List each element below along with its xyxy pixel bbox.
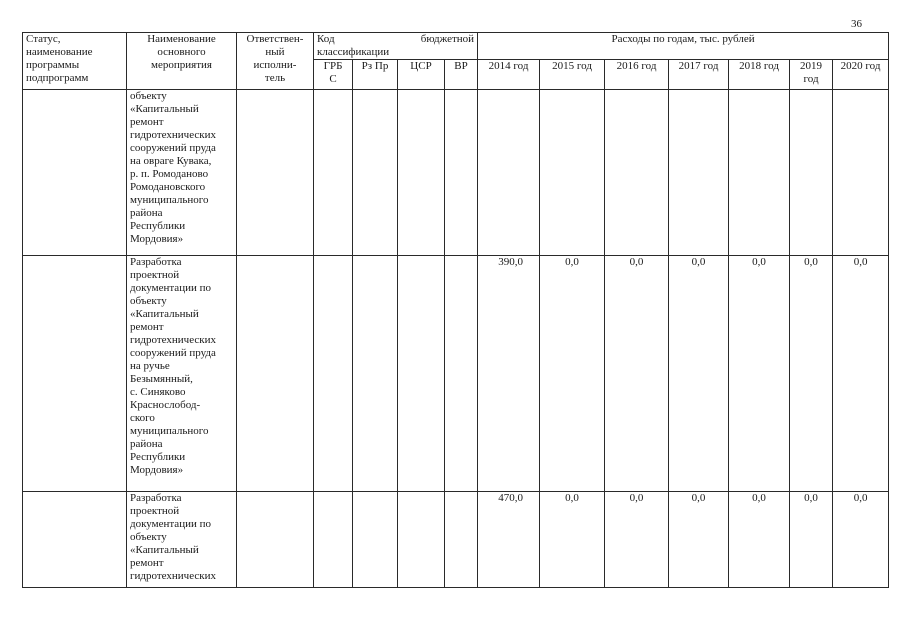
header-year-2017: 2017 год: [669, 60, 729, 90]
activity-name-cell: Разработка проектной документации по объекту «Капитальный ремонт гидротехнических: [127, 492, 237, 588]
header-year-2018: 2018 год: [729, 60, 790, 90]
value-2019: [790, 90, 833, 256]
header-budget-code: [314, 33, 478, 60]
vr-cell: [445, 90, 478, 256]
csr-cell: [398, 492, 445, 588]
value-2014: 470,0: [478, 492, 540, 588]
header-code-left: Код: [317, 33, 335, 45]
vr-cell: [445, 256, 478, 492]
value-2020: 0,0: [833, 256, 889, 492]
value-2020: [833, 90, 889, 256]
vr-cell: [445, 492, 478, 588]
status-cell: [23, 256, 127, 492]
header-year-2019: 2019 год: [790, 60, 833, 90]
value-2018: 0,0: [729, 256, 790, 492]
value-2017: 0,0: [669, 256, 729, 492]
activity-name-cell: Разработка проектной документации по объекту «Капитальный ремонт гидротехнических сооружений пруда на ручье Безымянный, с. Синяково Краснослобод- ского муниципального района Республики Мордовия»: [127, 256, 237, 492]
header-name: Наименование основного мероприятия: [127, 33, 237, 90]
activity-name-cell: объекту «Капитальный ремонт гидротехнических сооружений пруда на овраге Кувака, р. п. Ромоданово Ромодановского муниципального района Республики Мордовия»: [127, 90, 237, 256]
budget-table: [22, 32, 889, 588]
header-year-2015: 2015 год: [540, 60, 605, 90]
rzpr-cell: [353, 492, 398, 588]
header-executor: Ответствен- ный исполни- тель: [237, 33, 314, 90]
header-year-2020: 2020 год: [833, 60, 889, 90]
status-cell: [23, 492, 127, 588]
value-2019: 0,0: [790, 256, 833, 492]
value-2020: 0,0: [833, 492, 889, 588]
executor-cell: [237, 256, 314, 492]
value-2016: [605, 90, 669, 256]
header-csr: ЦСР: [398, 60, 445, 90]
value-2017: 0,0: [669, 492, 729, 588]
value-2015: [540, 90, 605, 256]
value-2015: 0,0: [540, 492, 605, 588]
grbs-cell: [314, 256, 353, 492]
table-row: [23, 256, 889, 492]
rzpr-cell: [353, 256, 398, 492]
rzpr-cell: [353, 90, 398, 256]
table-row: [23, 90, 889, 256]
grbs-cell: [314, 90, 353, 256]
value-2014: 390,0: [478, 256, 540, 492]
csr-cell: [398, 256, 445, 492]
header-vr: ВР: [445, 60, 478, 90]
header-year-2014: 2014 год: [478, 60, 540, 90]
header-expenses: Расходы по годам, тыс. рублей: [478, 33, 889, 60]
header-status: Статус, наименование программы подпрограмм: [23, 33, 127, 90]
page-number: 36: [851, 18, 862, 30]
header-code-line2: классификации: [317, 46, 390, 58]
value-2016: 0,0: [605, 492, 669, 588]
status-cell: [23, 90, 127, 256]
executor-cell: [237, 492, 314, 588]
value-2019: 0,0: [790, 492, 833, 588]
header-rzpr: Рз Пр: [353, 60, 398, 90]
executor-cell: [237, 90, 314, 256]
value-2016: 0,0: [605, 256, 669, 492]
value-2018: 0,0: [729, 492, 790, 588]
header-year-2016: 2016 год: [605, 60, 669, 90]
value-2014: [478, 90, 540, 256]
csr-cell: [398, 90, 445, 256]
grbs-cell: [314, 492, 353, 588]
value-2018: [729, 90, 790, 256]
value-2015: 0,0: [540, 256, 605, 492]
value-2017: [669, 90, 729, 256]
header-grbs: ГРБ С: [314, 60, 353, 90]
table-row: [23, 492, 889, 588]
header-code-right: бюджетной: [420, 33, 475, 45]
